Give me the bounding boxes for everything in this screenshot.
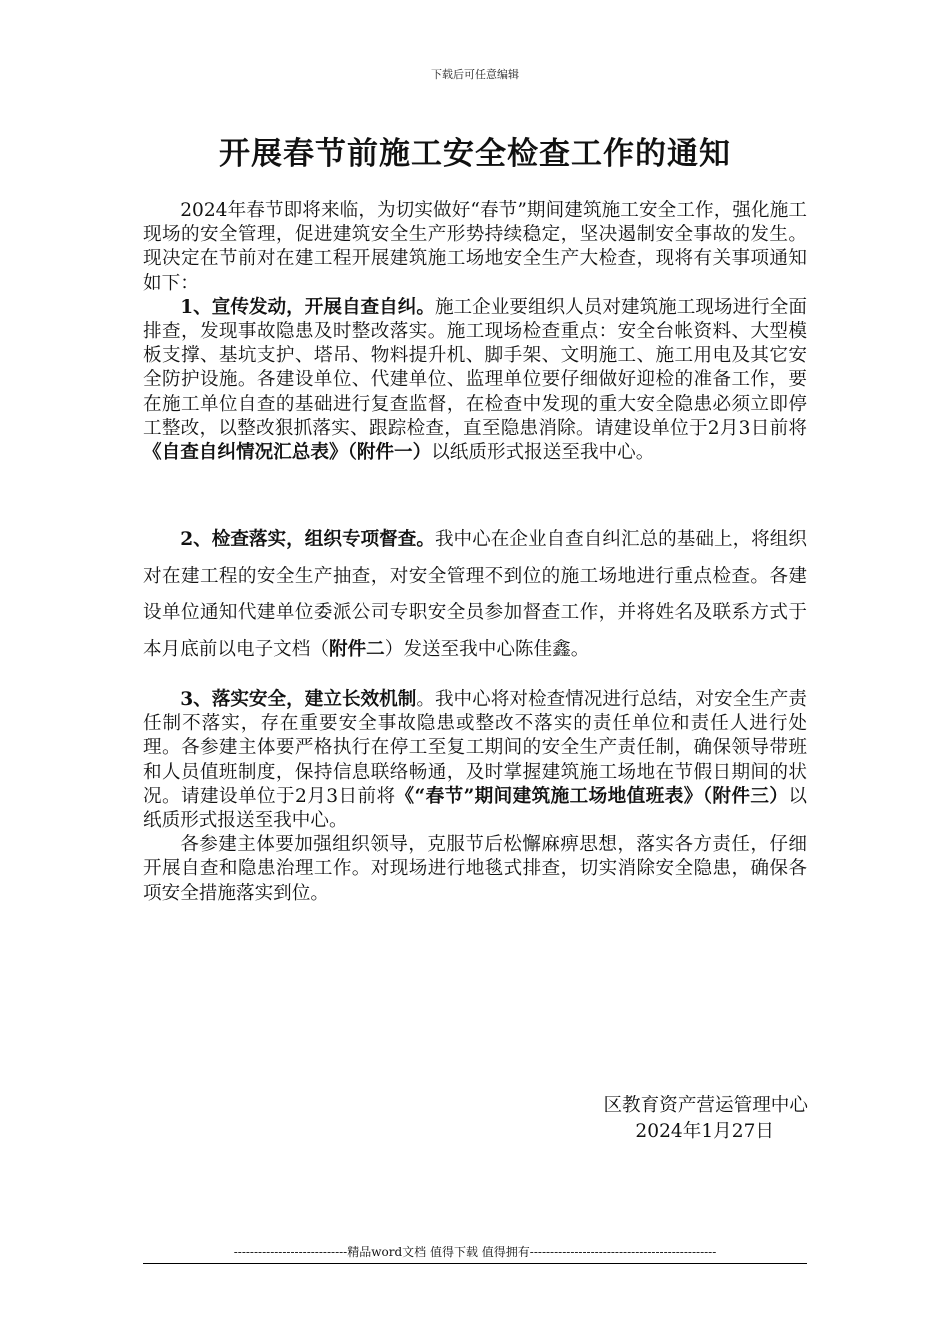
document-title: 开展春节前施工安全检查工作的通知 [219, 136, 731, 172]
item1-heading: 1、宣传发动，开展自查自纠。 [180, 296, 435, 318]
body-block-item3 [143, 688, 807, 906]
item2-attachment: 附件二 [328, 638, 385, 660]
item2-text-a: 我中心在企业自查自纠汇总的基础上，将组织对在建工程的安全生产抽查，对安全管理不到位的施工场地进行重点检查。各建设单位通知代建单位委派公司专职安全员参加督查工作，并将姓名及联系方式于本月底前以电子文档（ [143, 529, 807, 660]
item3-text-a: 。我中心将对检查情况进行总结，对安全生产责任制不落实，存在重要安全事故隐患或整改不落实的责任单位和责任人进行处理。各参建主体要严格执行在停工至复工期间的安全生产责任制，确保领导带班和人员值班制度，保持信息联络畅通，及时掌握建筑施工场地在节假日期间的状况。请建设单位于2月3日前将 [143, 689, 807, 807]
footer-note: ----------------------------精品word文档 值得下载 值得拥有---------------------------------------------- [233, 1245, 717, 1259]
item2-heading: 2、检查落实，组织专项督查。 [180, 529, 435, 550]
body-block-item2 [143, 522, 807, 668]
item1-paragraph [143, 296, 807, 465]
intro-paragraph: 2024年春节即将来临，为切实做好“春节”期间建筑施工安全工作，强化施工现场的安全管理，促进建筑安全生产形势持续稳定，坚决遏制安全事故的发生。现决定在节前对在建工程开展建筑施工场地安全生产大检查，现将有关事项通知如下： [143, 200, 807, 294]
item3-text-b: 以纸质形式报送至我中心。 [143, 785, 807, 832]
item1-form-name: 《自查自纠情况汇总表》（附件一） [143, 442, 432, 464]
footer-rule [143, 1263, 807, 1264]
header-note: 下载后可任意编辑 [431, 68, 519, 81]
signature-date: 2024年1月27日 [635, 1121, 774, 1142]
item3-paragraph [143, 688, 807, 833]
body-block-intro [143, 199, 807, 465]
item1-text-a: 施工企业要组织人员对建筑施工现场进行全面排查，发现事故隐患及时整改落实。施工现场检查重点：安全台帐资料、大型模板支撑、基坑支护、塔吊、物料提升机、脚手架、文明施工、施工用电及其它安全防护设施。各建设单位、代建单位、监理单位要仔细做好迎检的准备工作，要在施工单位自查的基础进行复查监督，在检查中发现的重大安全隐患必须立即停工整改，以整改狠抓落实、跟踪检查，直至隐患消除。请建设单位于2月3日前将 [143, 296, 807, 439]
item3-heading: 3、落实安全，建立长效机制 [180, 689, 417, 710]
item2-paragraph [143, 522, 807, 668]
item3-form-name: 《“春节”期间建筑施工场地值班表》（附件三） [395, 785, 789, 807]
signature-organization: 区教育资产营运管理中心 [603, 1095, 808, 1116]
closing-paragraph: 各参建主体要加强组织领导，克服节后松懈麻痹思想，落实各方责任，仔细开展自查和隐患治理工作。对现场进行地毯式排查，切实消除安全隐患，确保各项安全措施落实到位。 [143, 834, 807, 904]
item2-text-b: ）发送至我中心陈佳鑫。 [384, 638, 590, 660]
item1-text-b: 以纸质形式报送至我中心。 [431, 442, 655, 464]
